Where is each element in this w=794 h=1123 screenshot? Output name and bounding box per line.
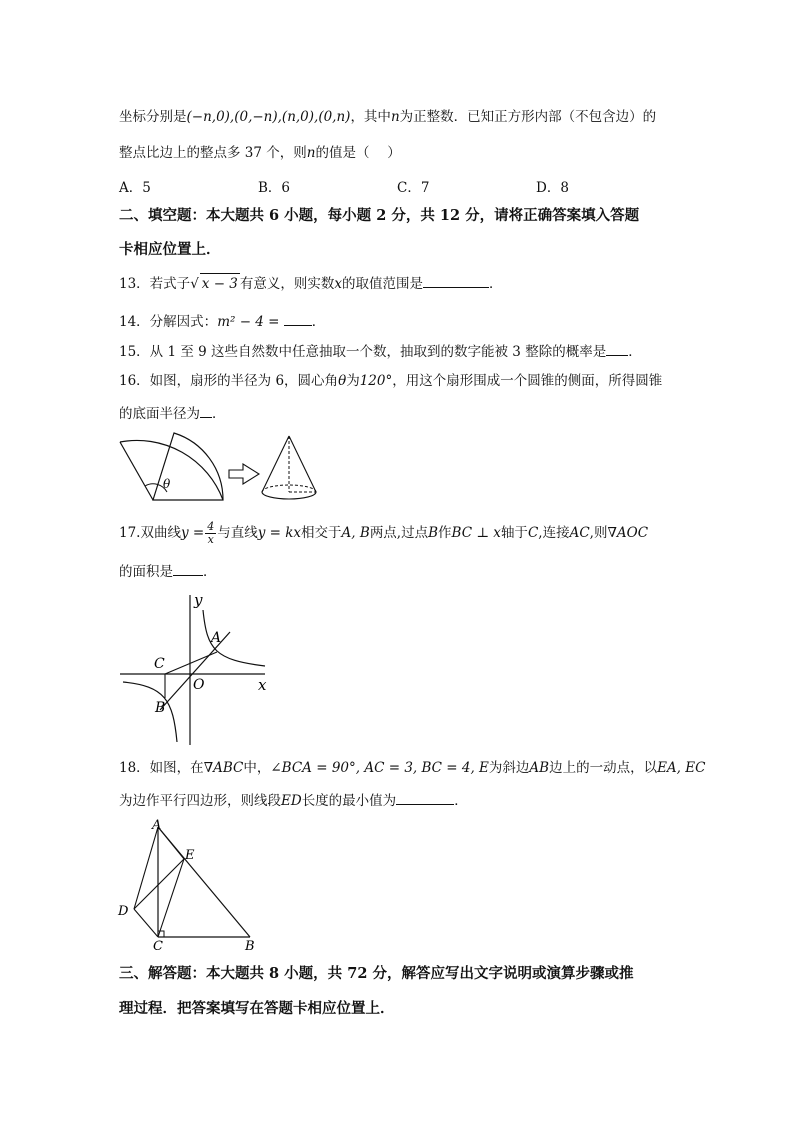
- q16-figure: [115, 430, 330, 508]
- q18-figure: [112, 815, 272, 953]
- cone-shape: [262, 436, 316, 499]
- label-y: y: [194, 591, 203, 609]
- hyperbola-branch-left: [123, 682, 177, 742]
- q14: 14．分解因式：m² − 4 = ．: [119, 311, 325, 332]
- q13: 13．若式子√ x − 3 有意义，则实数x的取值范围是 ．: [119, 273, 503, 294]
- q15: 15．从 1 至 9 这些自然数中任意抽取一个数，抽取到的数字能被 3 整除的概率是 ．: [119, 341, 642, 362]
- q17-fraction: $\frac{4}{x}$: [207, 520, 215, 546]
- q12-option-a: A．5: [119, 180, 151, 196]
- q16-line2: 的底面半径为 ．: [119, 403, 226, 424]
- label-d: D: [118, 904, 129, 919]
- q14-answer-blank: [284, 311, 312, 326]
- label-c: C: [154, 656, 165, 672]
- q17-answer-blank: [173, 561, 203, 576]
- q18-line1: 18．如图，在∇ABC中，∠BCA = 90°, AC = 3, BC = 4, E为斜边AB边上的一动点，以EA, EC: [119, 760, 706, 776]
- q18-answer-blank: [396, 790, 454, 805]
- section2-heading-line1: 二、填空题：本大题共 6 小题，每小题 2 分，共 12 分，请将正确答案填入答题: [119, 207, 640, 224]
- label-c: C: [153, 939, 163, 953]
- segment-ac: [165, 652, 217, 674]
- q12-option-d: D．8: [536, 180, 569, 196]
- q18-line2: 为边作平行四边形，则线段ED长度的最小值为 ．: [119, 790, 468, 811]
- label-e: E: [185, 848, 195, 863]
- q13-answer-blank: [423, 273, 489, 288]
- q17-line1: 17.双曲线y = $\frac{4}{x}$ 与直线y = kx相交于A, B两点,过点B作BC ⊥ x轴于C,连接AC,则∇AOC: [119, 520, 649, 546]
- sector-radius-left: [120, 442, 153, 500]
- section3-heading-line2: 理过程．把答案填写在答题卡相应位置上．: [119, 1000, 395, 1017]
- label-b: B: [245, 939, 255, 953]
- q12-option-c: C．7: [397, 180, 430, 196]
- q12-line1: 坐标分别是(−n,0),(0,−n),(n,0),(0,n)，其中n为正整数．已知正方形内部（不包含边）的: [119, 109, 657, 125]
- q15-answer-blank: [606, 341, 628, 356]
- q14-expression: m² − 4 =: [217, 314, 280, 330]
- q17-figure: [115, 590, 280, 750]
- label-a: A: [152, 818, 162, 833]
- q12-line2: 整点比边上的整点多 37 个，则n的值是（ ）: [119, 145, 401, 161]
- q17-line2: 的面积是 ．: [119, 561, 217, 582]
- arrow-icon: [229, 464, 259, 484]
- q12-option-b: B．6: [258, 180, 291, 196]
- label-x: x: [258, 676, 267, 694]
- segment-ec: [158, 859, 184, 937]
- segment-ae: [158, 827, 184, 859]
- label-a: A: [211, 630, 222, 646]
- label-o: O: [193, 677, 205, 693]
- q13-radicand: x − 3: [200, 273, 240, 294]
- figure-theta-label: θ: [163, 477, 171, 491]
- q12-coordinates: (−n,0),(0,−n),(n,0),(0,n): [186, 109, 351, 125]
- segment-dc: [134, 909, 158, 937]
- section2-heading-line2: 卡相应位置上．: [119, 241, 221, 258]
- label-b: B: [155, 700, 166, 716]
- q16-line1: 16．如图，扇形的半径为 6，圆心角θ为120°，用这个扇形围成一个圆锥的侧面，所得圆锥: [119, 373, 663, 389]
- section3-heading-line1: 三、解答题：本大题共 8 小题，共 72 分，解答应写出文字说明或演算步骤或推: [119, 965, 634, 982]
- q16-answer-blank: [200, 403, 212, 418]
